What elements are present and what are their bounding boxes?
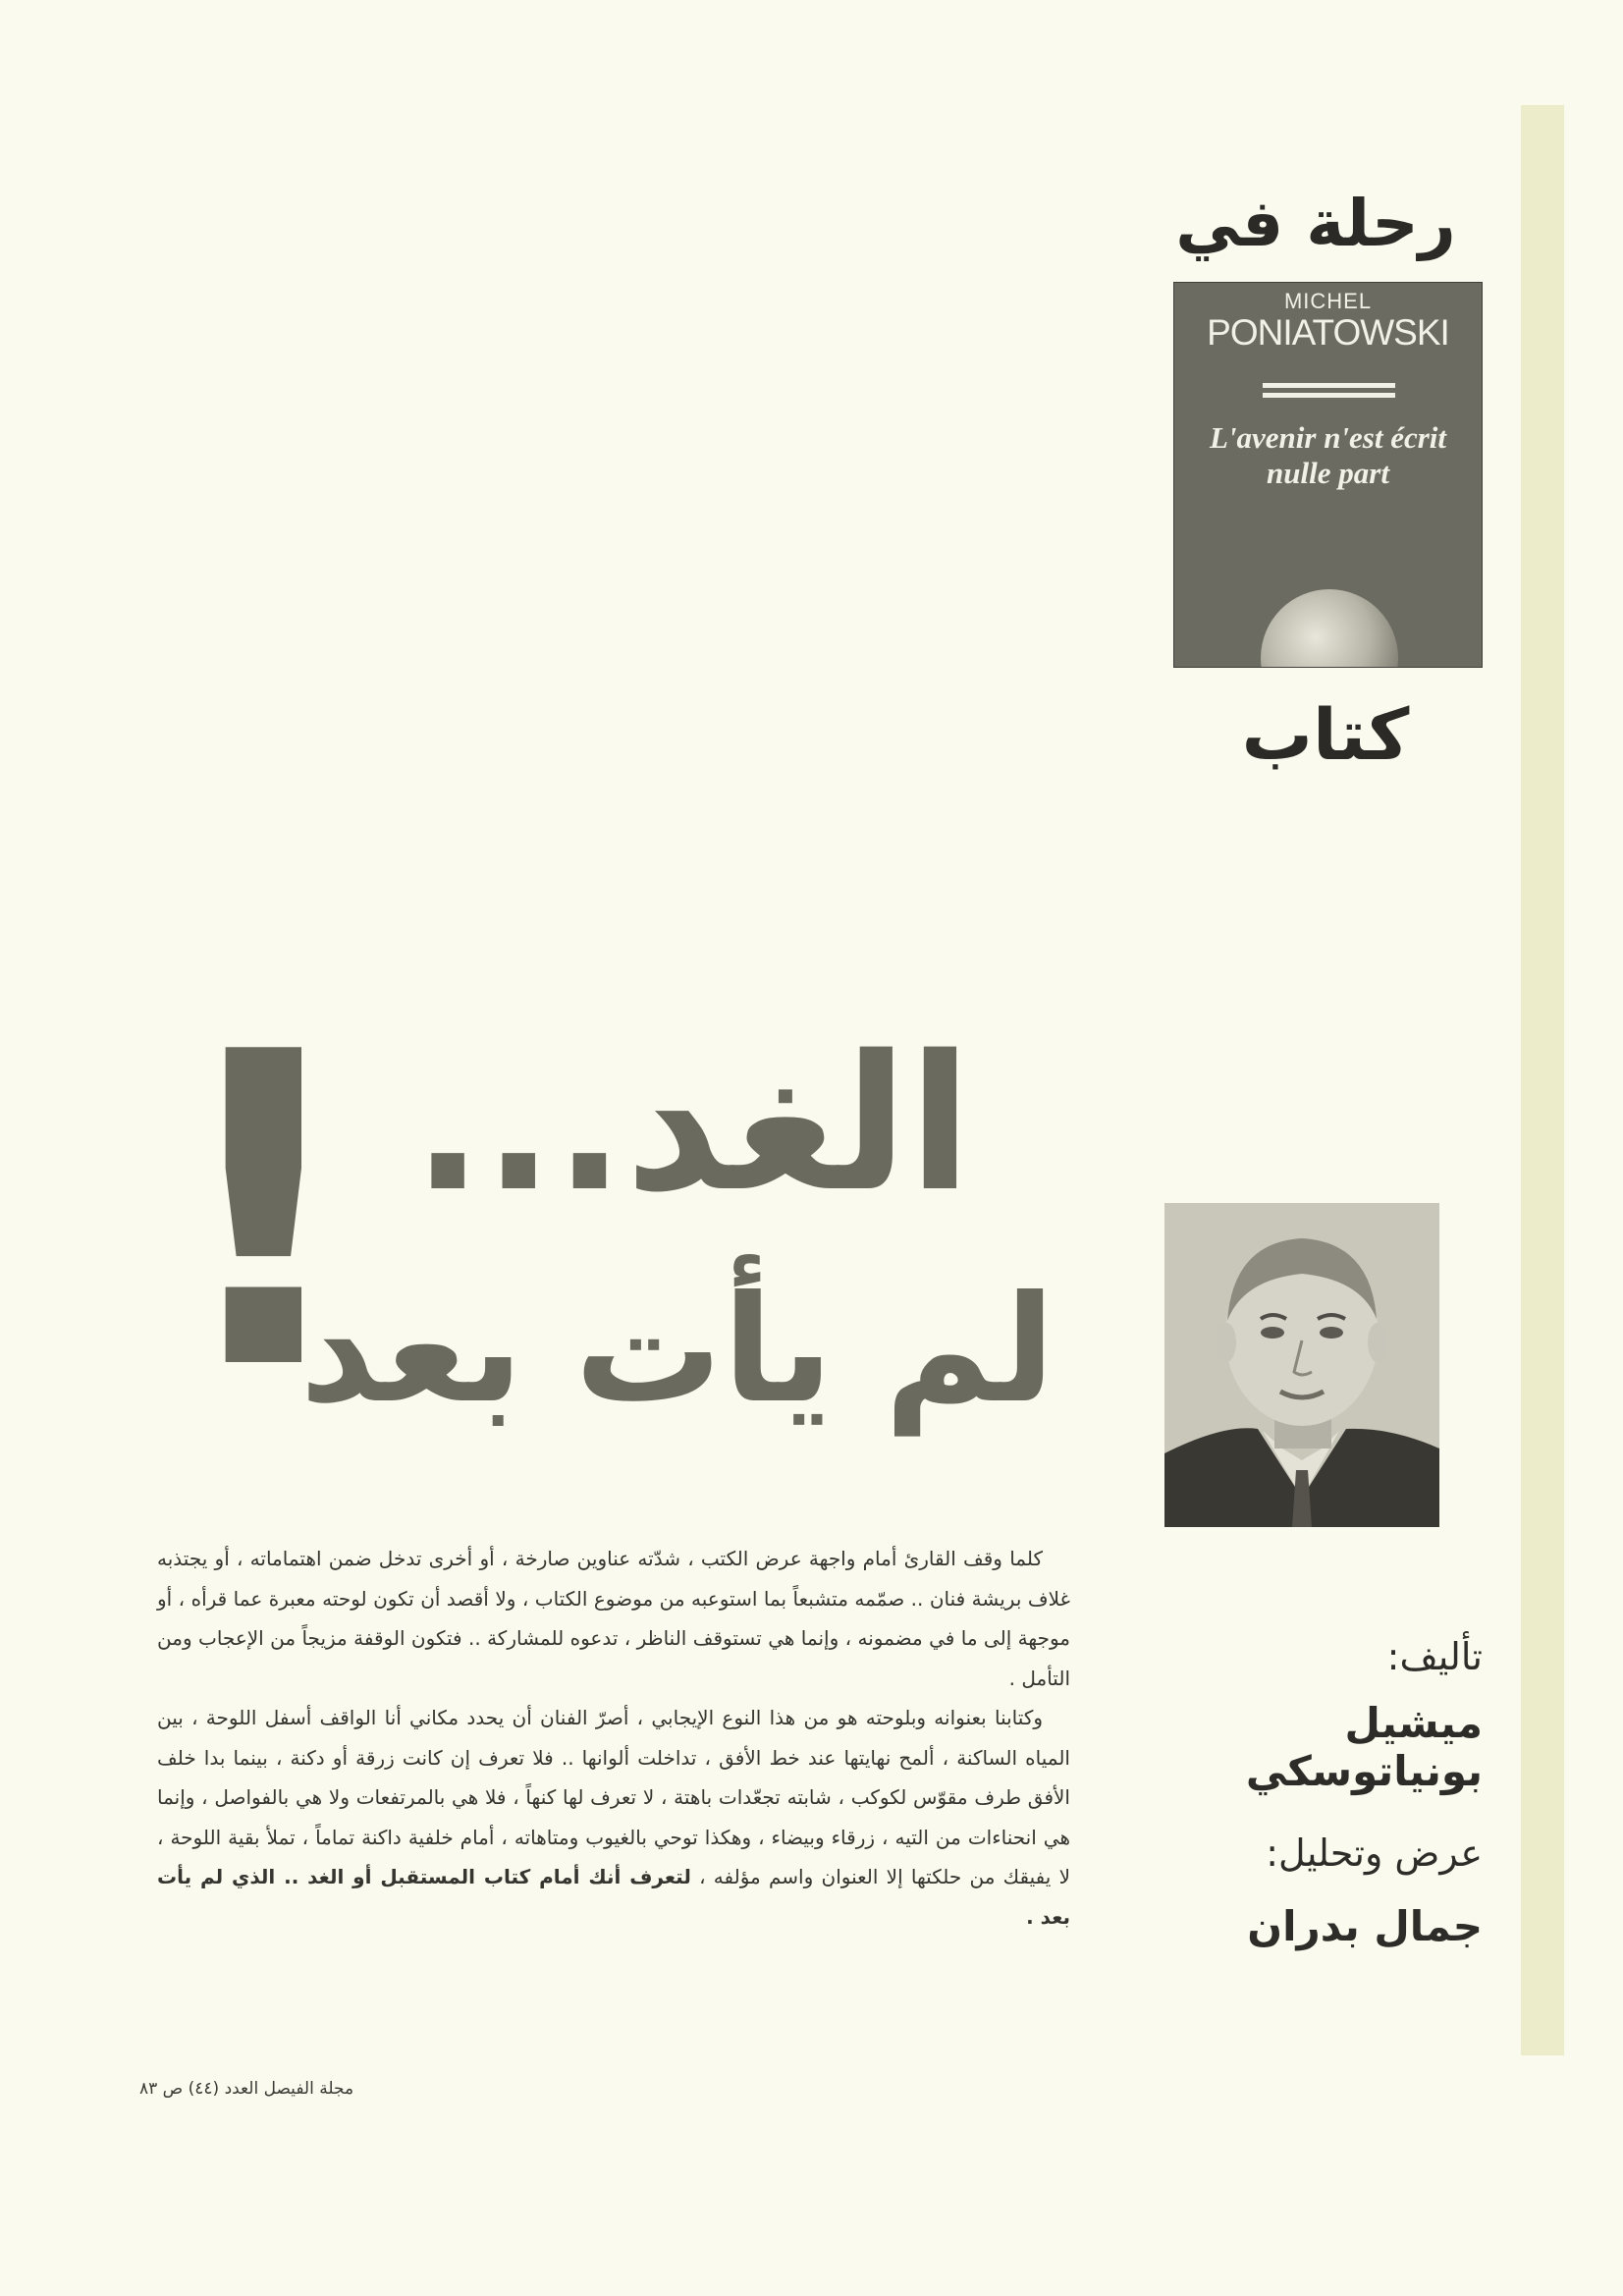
cover-author-first-name: MICHEL bbox=[1283, 289, 1373, 313]
headline-line-1: الغد... bbox=[412, 1015, 972, 1232]
author-portrait-photo bbox=[1164, 1203, 1439, 1527]
cover-title-line-1: L'avenir n'est écrit bbox=[1209, 420, 1447, 455]
review-label: عرض وتحليل: bbox=[1266, 1831, 1483, 1875]
cover-rule-bottom bbox=[1263, 393, 1395, 398]
article-paragraph-1: كلما وقف القارئ أمام واجهة عرض الكتب ، شدّته عناوين صارخة ، أو أخرى تدخل ضمن اهتماماته ، أو يجتذبه غلاف بريشة فنان .. صمّمه متشبعاً بما استوعبه من موضوع الكتاب ، ولا أقصد أن تكون لوحته معبرة عما قرأه ، أو موجهة إلى ما في مضمونه ، وإنما هي تستوقف الناظر ، تدعوه للمشاركة .. فتكون الوقفة مزيجاً من الإعجاب ومن التأمل . bbox=[157, 1547, 1070, 1690]
margin-strip bbox=[1521, 105, 1564, 2055]
article-paragraph-2 bbox=[157, 1698, 1070, 1937]
cover-planet-illustration bbox=[1261, 589, 1398, 668]
author-name: ميشيل بونياتوسكي bbox=[1245, 1699, 1483, 1795]
cover-book-title bbox=[1174, 420, 1482, 491]
author-portrait-drawing bbox=[1164, 1203, 1439, 1527]
headline-exclamation-mark: ! bbox=[165, 961, 362, 1464]
page-folio: مجلة الفيصل العدد (٤٤) ص ٨٣ bbox=[139, 2079, 354, 2099]
article-paragraph-2-text: وكتابنا بعنوانه وبلوحته هو من هذا النوع الإيجابي ، أصرّ الفنان أن يحدد مكاني أنا الواقف أسفل اللوحة ، بين المياه الساكنة ، ألمح نهايتها عند خط الأفق ، تداخلت ألوانها .. فلا تعرف إن كانت زرقة أو دكنة ، بينما بدا خلف الأفق طرف مقوّس لكوكب ، شابته تجعّدات باهتة ، لا تعرف لها كنهاً ، فلا هي بالمرتفعات ولا هي بالفواصل ، وإنما هي انحناءات من التيه ، زرقاء وبيضاء ، وهكذا توحي بالغيوب ومتاهاته ، أمام خلفية داكنة تماماً ، تملأ بقية اللوحة ، لا يفيقك من حلكتها إلا العنوان واسم مؤلفه ، bbox=[157, 1706, 1070, 1888]
reviewer-name: جمال بدران bbox=[1247, 1902, 1483, 1950]
cover-rule-top bbox=[1263, 383, 1395, 388]
cover-author-last-name: PONIATOWSKI bbox=[1207, 312, 1449, 353]
article-closing-bold: لتعرف أنك أمام كتاب المستقبل أو الغد .. الذي لم يأت بعد . bbox=[157, 1865, 1070, 1929]
book-cover-image bbox=[1173, 282, 1483, 668]
cover-title-line-2: nulle part bbox=[1267, 456, 1389, 490]
series-title: رحلة في bbox=[1175, 186, 1456, 261]
author-label: تأليف: bbox=[1386, 1635, 1483, 1678]
headline-line-2: لم يأت بعد bbox=[299, 1265, 1055, 1436]
series-word-book: كتاب bbox=[1241, 693, 1410, 776]
article-body bbox=[157, 1539, 1070, 1937]
